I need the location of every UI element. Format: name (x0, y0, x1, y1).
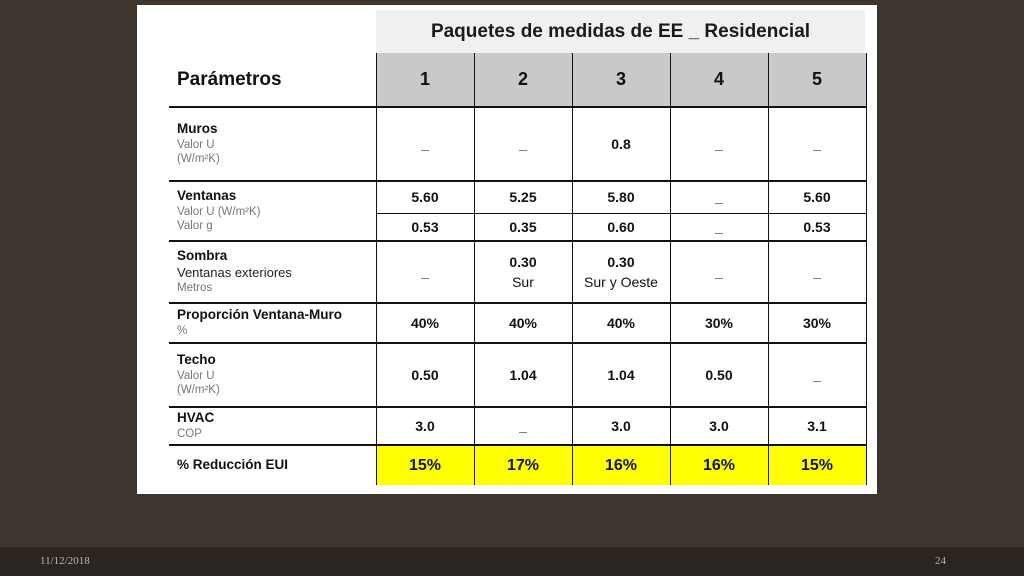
param-name: % Reducción EUI (177, 457, 289, 473)
row-techo (169, 343, 866, 407)
row-ventanas-u (169, 181, 866, 213)
cell-ventanas-g-2: 0.35 (474, 213, 572, 241)
cell-ventanas-g-5: 0.53 (768, 213, 866, 241)
header-package-1: 1 (376, 53, 474, 107)
header-package-5: 5 (768, 53, 866, 107)
cell-reduccion-5: 15% (768, 445, 866, 485)
param-name: HVAC (177, 410, 215, 426)
cell-ventanas-g-1: 0.53 (376, 213, 474, 241)
cell-sombra-2 (474, 241, 572, 303)
cell-orientation: Sur y Oeste (584, 274, 658, 290)
cell-reduccion-2: 17% (474, 445, 572, 485)
cell-muros-2: _ (474, 107, 572, 181)
param-sub: Valor U (177, 370, 215, 383)
param-muros (169, 107, 376, 181)
row-muros (169, 107, 866, 181)
row-proporcion (169, 303, 866, 343)
param-name: Sombra (177, 248, 228, 264)
param-ventanas (169, 181, 376, 241)
cell-muros-3: 0.8 (572, 107, 670, 181)
footer-date: 11/12/2018 (40, 555, 90, 567)
header-package-4: 4 (670, 53, 768, 107)
row-sombra (169, 241, 866, 303)
cell-techo-3: 1.04 (572, 343, 670, 407)
param-name: Techo (177, 352, 216, 368)
cell-techo-4: 0.50 (670, 343, 768, 407)
cell-muros-4: _ (670, 107, 768, 181)
cell-hvac-5: 3.1 (768, 407, 866, 445)
table-title: Paquetes de medidas de EE _ Residencial (376, 10, 865, 54)
cell-ventanas-u-1: 5.60 (376, 181, 474, 213)
param-unit: % (177, 325, 188, 338)
cell-muros-5: _ (768, 107, 866, 181)
cell-value: _ (715, 263, 723, 280)
cell-proporcion-1: 40% (376, 303, 474, 343)
slide-footer (0, 547, 1024, 576)
header-parametros: Parámetros (169, 53, 376, 107)
cell-techo-2: 1.04 (474, 343, 572, 407)
param-sub: Valor U (177, 139, 215, 152)
cell-ventanas-g-3: 0.60 (572, 213, 670, 241)
cell-orientation: Sur (512, 274, 534, 290)
param-name: Proporción Ventana-Muro (177, 307, 343, 323)
header-package-2: 2 (474, 53, 572, 107)
cell-proporcion-4: 30% (670, 303, 768, 343)
row-hvac (169, 407, 866, 445)
cell-hvac-3: 3.0 (572, 407, 670, 445)
cell-reduccion-4: 16% (670, 445, 768, 485)
cell-sombra-1 (376, 241, 474, 303)
cell-techo-1: 0.50 (376, 343, 474, 407)
param-proporcion (169, 303, 376, 343)
param-unit: COP (177, 428, 202, 441)
param-sub: Valor g (177, 220, 213, 233)
cell-sombra-5 (768, 241, 866, 303)
param-sombra (169, 241, 376, 303)
param-reduccion (169, 445, 376, 485)
param-sub: Valor U (W/m²K) (177, 206, 261, 219)
cell-value: _ (813, 263, 821, 280)
param-unit: Metros (177, 282, 213, 295)
param-unit: (W/m²K) (177, 384, 220, 397)
cell-ventanas-u-5: 5.60 (768, 181, 866, 213)
cell-value: 0.30 (607, 253, 635, 270)
param-unit: (W/m²K) (177, 153, 220, 166)
cell-ventanas-g-4: _ (670, 213, 768, 241)
cell-sombra-3 (572, 241, 670, 303)
cell-reduccion-3: 16% (572, 445, 670, 485)
measures-table (169, 53, 867, 485)
cell-hvac-1: 3.0 (376, 407, 474, 445)
cell-proporcion-3: 40% (572, 303, 670, 343)
cell-ventanas-u-2: 5.25 (474, 181, 572, 213)
param-name: Muros (177, 121, 218, 137)
cell-hvac-2: _ (474, 407, 572, 445)
param-hvac (169, 407, 376, 445)
cell-proporcion-5: 30% (768, 303, 866, 343)
row-reduccion (169, 445, 866, 485)
page-number: 24 (935, 555, 946, 567)
header-package-3: 3 (572, 53, 670, 107)
cell-techo-5: _ (768, 343, 866, 407)
cell-value: 0.30 (509, 253, 537, 270)
cell-ventanas-u-4: _ (670, 181, 768, 213)
param-name: Ventanas (177, 188, 237, 204)
cell-hvac-4: 3.0 (670, 407, 768, 445)
cell-muros-1: _ (376, 107, 474, 181)
cell-ventanas-u-3: 5.80 (572, 181, 670, 213)
header-row (169, 53, 866, 107)
param-techo (169, 343, 376, 407)
slide-content (137, 5, 877, 494)
cell-value: _ (421, 263, 429, 280)
param-sub: Ventanas exteriores (177, 265, 292, 281)
cell-sombra-4 (670, 241, 768, 303)
cell-reduccion-1: 15% (376, 445, 474, 485)
cell-proporcion-2: 40% (474, 303, 572, 343)
